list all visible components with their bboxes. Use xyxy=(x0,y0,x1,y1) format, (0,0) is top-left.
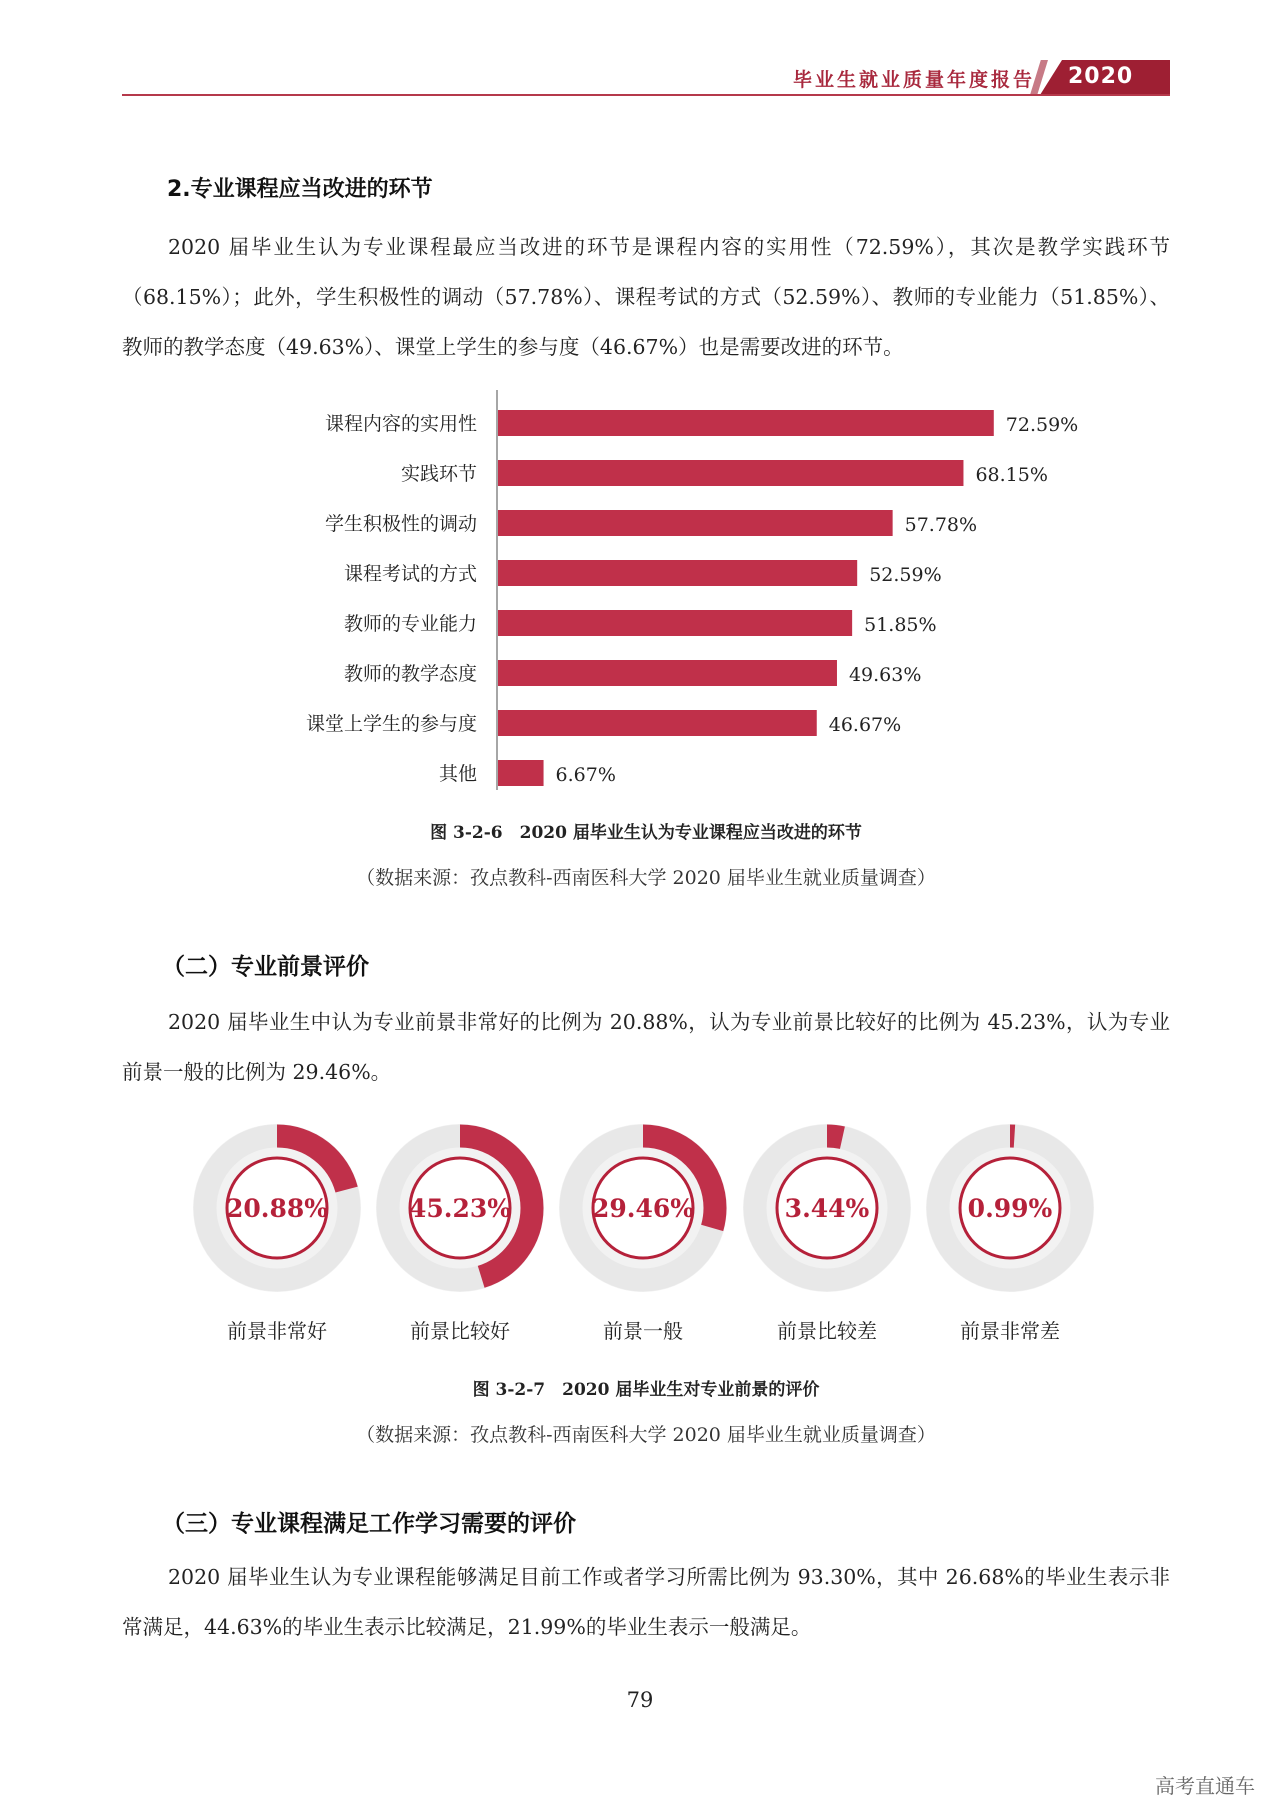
bar-value-label: 46.67% xyxy=(828,714,902,736)
data-source-courses: （数据来源：孜点教科-西南医科大学 2020 届毕业生就业质量调查） xyxy=(356,867,936,889)
bar-value-label: 51.85% xyxy=(864,614,937,636)
bar-category-label: 其他 xyxy=(438,763,477,785)
header-divider xyxy=(122,94,1170,96)
donut-category-label: 前景比较好 xyxy=(410,1319,510,1343)
section-heading-courses: 2.专业课程应当改进的环节 xyxy=(167,177,433,202)
paragraph-courses: 2020 届毕业生认为专业课程最应当改进的环节是课程内容的实用性（72.59%），其次是教学实践环节（68.15%）；此外，学生积极性的调动（57.78%）、课程考试的方式（52.59%）、教师的专业能力（51.85%）、教师的教学态度（49.63%）、课堂上学生的参与度（46.67%）也是需要改进的环节。 xyxy=(122,235,1170,359)
donut-gauge xyxy=(193,1124,361,1343)
bar-category-label: 教师的专业能力 xyxy=(343,613,477,635)
bar xyxy=(498,510,893,536)
donut-gauge xyxy=(376,1124,544,1343)
bar-category-label: 课程考试的方式 xyxy=(343,563,477,585)
donut-value-label: 0.99% xyxy=(967,1194,1053,1223)
bar-category-label: 实践环节 xyxy=(400,463,477,485)
donut-value-label: 29.46% xyxy=(591,1194,695,1223)
figure-caption-prospect: 图 3-2-7 2020 届毕业生对专业前景的评价 xyxy=(472,1380,820,1400)
watermark: 高考直通车 xyxy=(1155,1774,1255,1798)
bar-value-label: 57.78% xyxy=(904,514,978,536)
bar-value-label: 68.15% xyxy=(975,464,1048,486)
bar xyxy=(498,760,544,786)
bar xyxy=(498,710,817,736)
donut-gauge xyxy=(559,1124,727,1343)
header-year: 2020 xyxy=(1068,64,1134,89)
donut-category-label: 前景非常差 xyxy=(960,1319,1060,1343)
bar xyxy=(498,410,994,436)
paragraph-satisfaction: 2020 届毕业生认为专业课程能够满足目前工作或者学习所需比例为 93.30%，其中 26.68%的毕业生表示非常满足，44.63%的毕业生表示比较满足，21.99%的毕业生表示一般满足。 xyxy=(122,1565,1170,1639)
donut-value-label: 3.44% xyxy=(784,1194,870,1223)
donut-chart-prospect xyxy=(0,1120,1280,1350)
section-heading-satisfaction: （三）专业课程满足工作学习需要的评价 xyxy=(162,1511,576,1537)
bar-category-label: 学生积极性的调动 xyxy=(324,513,477,535)
bar-category-label: 课堂上学生的参与度 xyxy=(305,713,477,735)
bar xyxy=(498,460,963,486)
donut-value-label: 20.88% xyxy=(225,1194,329,1223)
figure-caption-courses: 图 3-2-6 2020 届毕业生认为专业课程应当改进的环节 xyxy=(430,823,862,843)
header-title: 毕业生就业质量年度报告 xyxy=(792,69,1035,91)
bar xyxy=(498,660,837,686)
data-source-prospect: （数据来源：孜点教科-西南医科大学 2020 届毕业生就业质量调查） xyxy=(356,1424,936,1446)
bar-category-label: 教师的教学态度 xyxy=(343,663,477,685)
bar-value-label: 49.63% xyxy=(848,664,922,686)
bar xyxy=(498,560,857,586)
bar xyxy=(498,610,852,636)
donut-category-label: 前景一般 xyxy=(603,1319,683,1343)
donut-gauge xyxy=(743,1124,911,1343)
bar-value-label: 72.59% xyxy=(1005,414,1079,436)
donut-category-label: 前景非常好 xyxy=(227,1319,327,1343)
paragraph-prospect: 2020 届毕业生中认为专业前景非常好的比例为 20.88%，认为专业前景比较好的比例为 45.23%，认为专业前景一般的比例为 29.46%。 xyxy=(122,1010,1170,1084)
bar-category-label: 课程内容的实用性 xyxy=(324,413,477,435)
section-heading-prospect: （二）专业前景评价 xyxy=(162,954,369,980)
donut-gauge xyxy=(926,1124,1094,1343)
donut-category-label: 前景比较差 xyxy=(777,1319,877,1343)
bar-value-label: 6.67% xyxy=(555,764,616,786)
page-number: 79 xyxy=(626,1688,654,1712)
bar-value-label: 52.59% xyxy=(869,564,942,586)
donut-value-label: 45.23% xyxy=(408,1194,512,1223)
bar-chart-course-improvement xyxy=(0,390,1280,790)
